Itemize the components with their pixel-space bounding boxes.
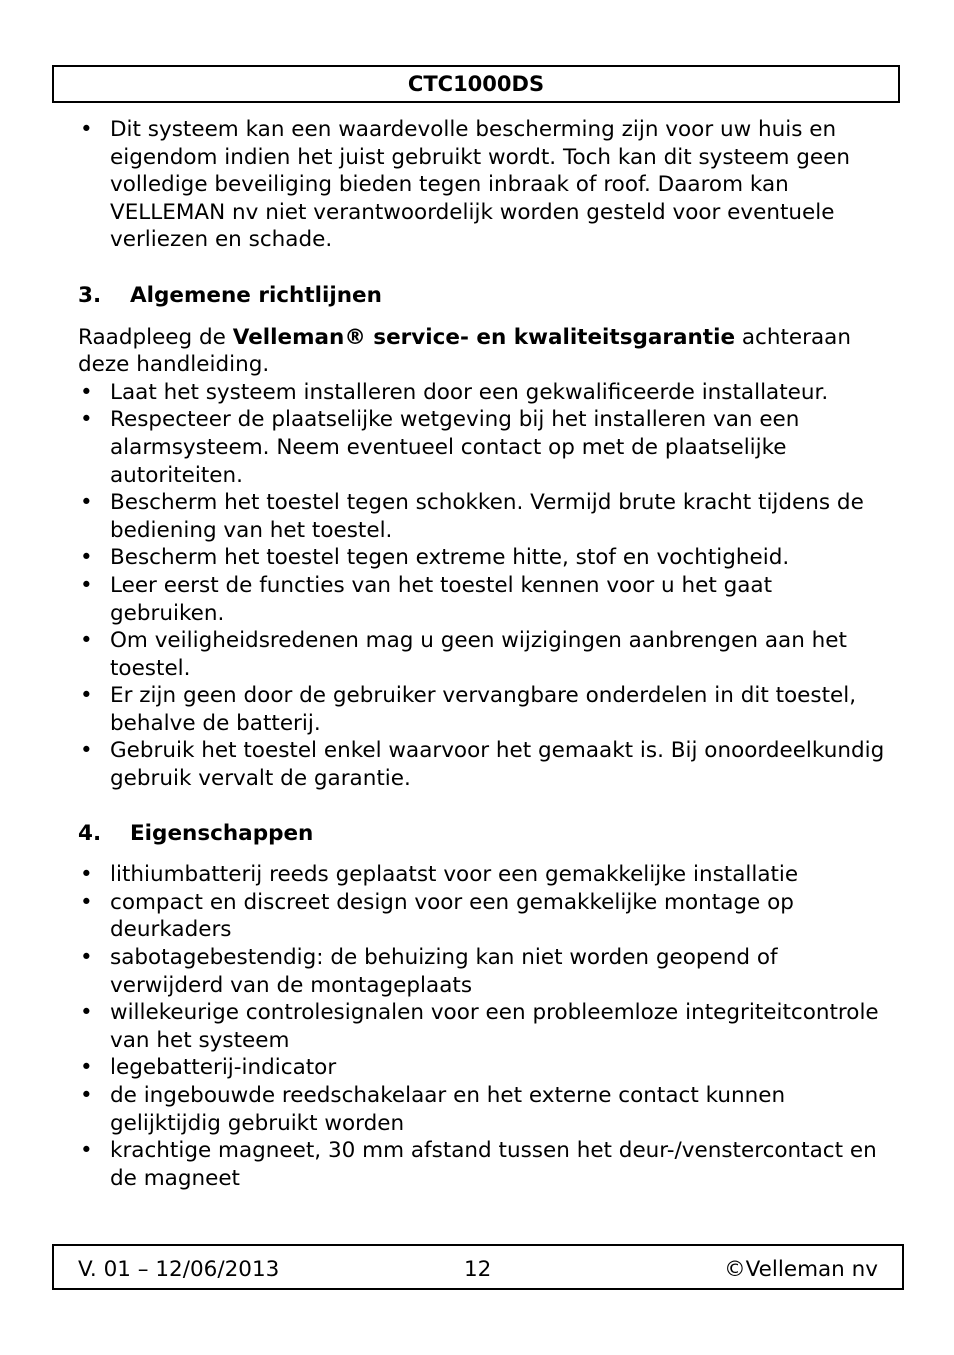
section-title: Eigenschappen bbox=[130, 820, 314, 846]
list-item: • Bescherm het toestel tegen extreme hitte, stof en vochtigheid. bbox=[78, 544, 888, 572]
list-item: • legebatterij-indicator bbox=[78, 1054, 888, 1082]
section-number: 4. bbox=[78, 820, 102, 846]
page-header bbox=[52, 65, 900, 103]
model-title: CTC1000DS bbox=[407, 72, 545, 96]
list-item: • lithiumbatterij reeds geplaatst voor een gemakkelijke installatie bbox=[78, 861, 888, 889]
list-item: • Bescherm het toestel tegen schokken. Vermijd brute kracht tijdens de bediening van het toestel. bbox=[78, 489, 888, 544]
list-item: • Laat het systeem installeren door een gekwalificeerde installateur. bbox=[78, 379, 888, 407]
list-item: • Er zijn geen door de gebruiker vervangbare onderdelen in dit toestel, behalve de batterij. bbox=[78, 682, 888, 737]
intro-text: Raadpleeg de bbox=[78, 324, 233, 350]
section-heading-3 bbox=[78, 282, 888, 310]
section-intro bbox=[78, 324, 888, 379]
guidelines-list bbox=[78, 379, 888, 793]
copyright: ©Velleman nv bbox=[724, 1257, 878, 1282]
page-footer bbox=[52, 1244, 904, 1290]
section-heading-4 bbox=[78, 820, 888, 848]
page-content bbox=[78, 116, 888, 1192]
list-item: • willekeurige controlesignalen voor een probleemloze integriteitcontrole van het systeem bbox=[78, 999, 888, 1054]
list-item: • Dit systeem kan een waardevolle bescherming zijn voor uw huis en eigendom indien het juist gebruikt wordt. Toch kan dit systeem geen volledige beveiliging bieden tegen inbraak of roof. Daarom kan VELLEMAN nv niet verantwoordelijk worden gesteld voor eventuele verliezen en schade. bbox=[78, 116, 888, 254]
intro-text-suffix: achteraan deze handleiding. bbox=[78, 324, 851, 378]
list-item: • Om veiligheidsredenen mag u geen wijzigingen aanbrengen aan het toestel. bbox=[78, 627, 888, 682]
section-number: 3. bbox=[78, 282, 102, 308]
list-item: • Leer eerst de functies van het toestel kennen voor u het gaat gebruiken. bbox=[78, 572, 888, 627]
features-list bbox=[78, 861, 888, 1192]
list-item: • Respecteer de plaatselijke wetgeving bij het installeren van een alarmsysteem. Neem eventueel contact op met de plaatselijke autoriteiten. bbox=[78, 406, 888, 489]
list-item: • de ingebouwde reedschakelaar en het externe contact kunnen gelijktijdig gebruikt worden bbox=[78, 1082, 888, 1137]
intro-bullet-list bbox=[78, 116, 888, 254]
page-number: 12 bbox=[464, 1257, 492, 1282]
section-title: Algemene richtlijnen bbox=[130, 282, 382, 308]
list-item: • krachtige magneet, 30 mm afstand tussen het deur-/venstercontact en de magneet bbox=[78, 1137, 888, 1192]
list-item: • sabotagebestendig: de behuizing kan niet worden geopend of verwijderd van de montageplaats bbox=[78, 944, 888, 999]
intro-bold-text: Velleman® service- en kwaliteitsgarantie bbox=[232, 324, 736, 350]
list-item: • compact en discreet design voor een gemakkelijke montage op deurkaders bbox=[78, 889, 888, 944]
version-date: V. 01 – 12/06/2013 bbox=[78, 1257, 280, 1282]
list-item: • Gebruik het toestel enkel waarvoor het gemaakt is. Bij onoordeelkundig gebruik vervalt de garantie. bbox=[78, 737, 888, 792]
